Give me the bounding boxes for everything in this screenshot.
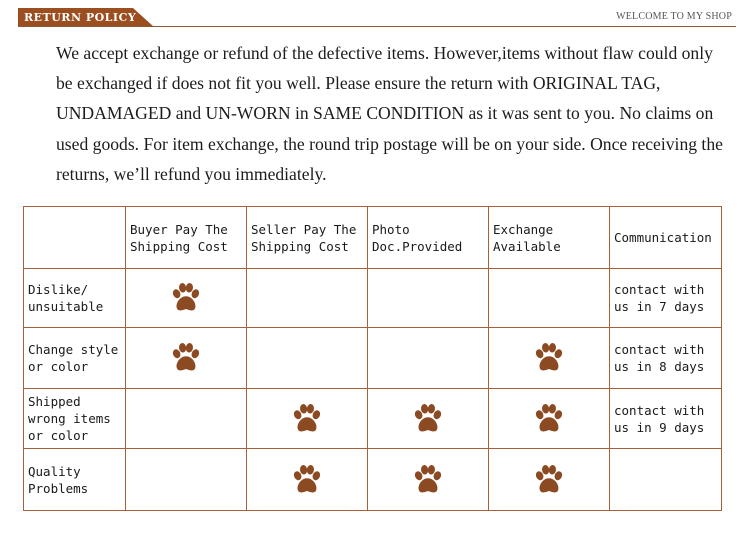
paw-print-icon [411, 463, 445, 497]
header-divider [18, 26, 736, 27]
mark-cell [489, 328, 610, 389]
row-label: Quality Problems [24, 449, 126, 511]
paw-print-icon [532, 463, 566, 497]
table-header-cell: Photo Doc.Provided [368, 207, 489, 269]
paw-print-icon [532, 402, 566, 436]
table-header-cell: Exchange Available [489, 207, 610, 269]
mark-cell [489, 449, 610, 511]
mark-cell [126, 389, 247, 449]
paw-print-icon [532, 341, 566, 375]
mark-cell [247, 328, 368, 389]
mark-cell [126, 269, 247, 328]
paw-print-icon [169, 281, 203, 315]
table-row [24, 269, 722, 328]
row-note: contact with us in 8 days [610, 328, 722, 389]
mark-cell [126, 328, 247, 389]
paw-print-icon [169, 341, 203, 375]
mark-cell [247, 389, 368, 449]
table-row [24, 389, 722, 449]
row-note: contact with us in 9 days [610, 389, 722, 449]
row-label: Change style or color [24, 328, 126, 389]
table-header-cell: Seller Pay The Shipping Cost [247, 207, 368, 269]
row-label: Shipped wrong items or color [24, 389, 126, 449]
table-row [24, 328, 722, 389]
table-row [24, 449, 722, 511]
mark-cell [368, 389, 489, 449]
header-bar [0, 0, 750, 34]
section-title: RETURN POLICY [24, 11, 137, 24]
mark-cell [247, 449, 368, 511]
mark-cell [247, 269, 368, 328]
row-note [610, 449, 722, 511]
row-note: contact with us in 7 days [610, 269, 722, 328]
table-header-cell [24, 207, 126, 269]
table-header-cell: Buyer Pay The Shipping Cost [126, 207, 247, 269]
mark-cell [368, 449, 489, 511]
mark-cell [368, 328, 489, 389]
mark-cell [126, 449, 247, 511]
mark-cell [368, 269, 489, 328]
paw-print-icon [290, 402, 324, 436]
paw-print-icon [290, 463, 324, 497]
table-header-row [24, 207, 722, 269]
row-label: Dislike/ unsuitable [24, 269, 126, 328]
policy-intro-text: We accept exchange or refund of the defective items. However,items without flaw could only be exchanged if does not fit you well. Please ensure the return with ORIGINAL TAG, UNDAMAGED and UN-WORN in SAME CONDITION as it was sent to you. No claims on used goods. For item exchange, the round trip postage will be on your side. Once receiving the returns, we’ll refund you immediately. [56, 43, 723, 184]
paw-print-icon [411, 402, 445, 436]
table-header-cell: Communication [610, 207, 722, 269]
welcome-text: WELCOME TO MY SHOP [616, 11, 732, 22]
return-policy-table [23, 206, 722, 511]
mark-cell [489, 269, 610, 328]
mark-cell [489, 389, 610, 449]
